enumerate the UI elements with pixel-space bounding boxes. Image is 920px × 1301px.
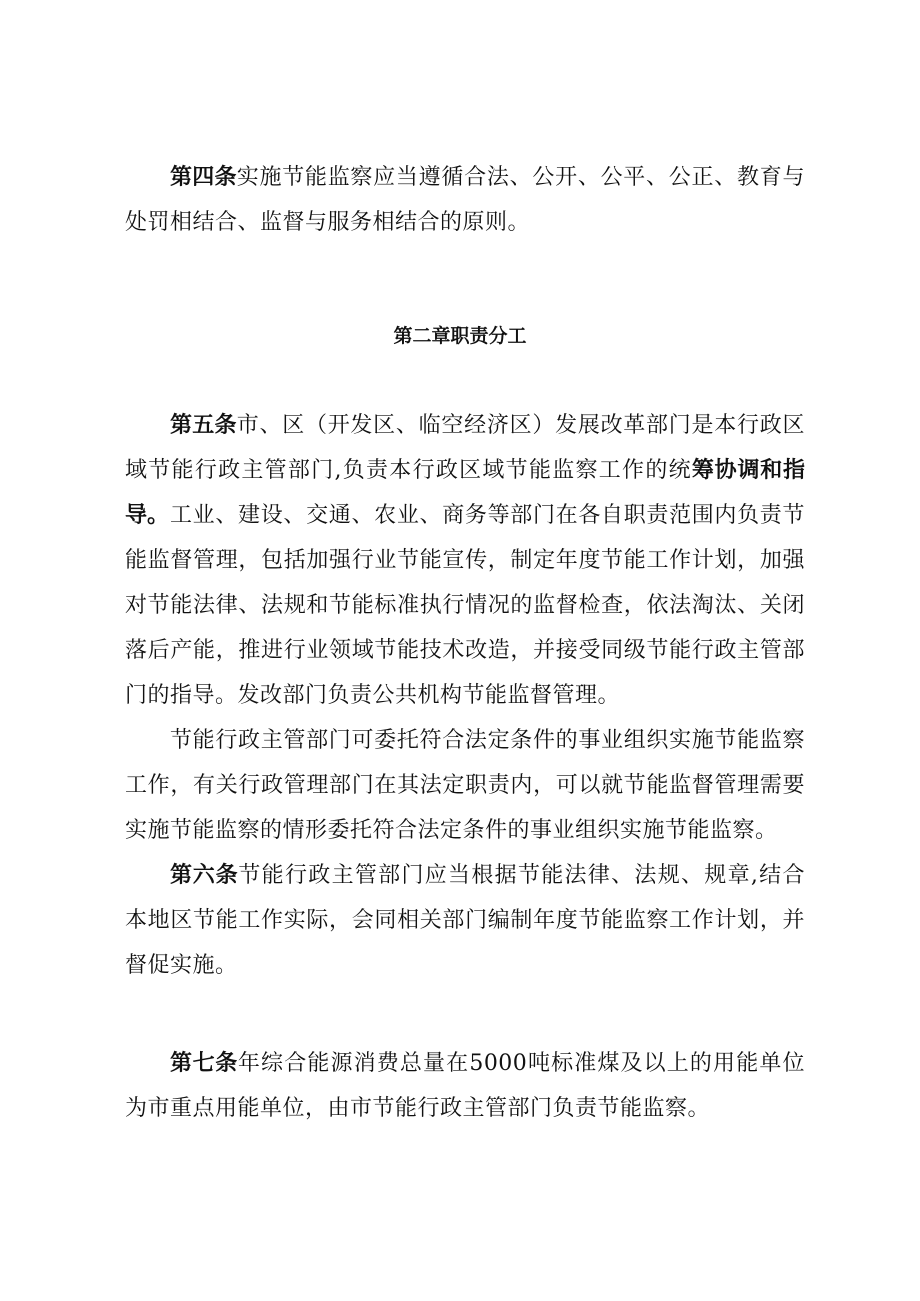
article-6-label: 第六条 <box>170 863 239 888</box>
article-4-text: 实施节能监察应当遵循合法、公开、公平、公正、教育与处罚相结合、监督与服务相结合的原则。 <box>125 165 805 235</box>
article-5-text-tail: 筹协调和指导。 <box>125 458 805 528</box>
article-4-label: 第四条 <box>170 165 237 190</box>
article-7-text: 年综合能源消费总量在5000吨标准煤及以上的用能单位为市重点用能单位，由市节能行政主管部门负责节能监察。 <box>125 1051 805 1121</box>
article-5-text: 市、区（开发区、临空经济区）发展改革部门是本行政区域节能行政主管部门,负责本行政区域节能监察工作的统 <box>125 413 805 483</box>
article-6-paragraph <box>125 853 805 988</box>
article-7-label: 第七条 <box>170 1051 238 1076</box>
article-5-paragraph-3: 节能行政主管部门可委托符合法定条件的事业组织实施节能监察工作，有关行政管理部门在其法定职责内，可以就节能监督管理需要实施节能监察的情形委托符合法定条件的事业组织实施节能监察。 <box>125 728 805 843</box>
article-6-text: 节能行政主管部门应当根据节能法律、法规、规章,结合本地区节能工作实际，会同相关部门编制年度节能监察工作计划，并督促实施。 <box>125 863 805 978</box>
article-5-label: 第五条 <box>170 413 237 438</box>
chapter-2-title: 第二章职责分工 <box>393 325 527 347</box>
article-5-paragraph-2: 工业、建设、交通、农业、商务等部门在各自职责范围内负责节能监督管理，包括加强行业节能宣传，制定年度节能工作计划，加强对节能法律、法规和节能标准执行情况的监督检查，依法淘汰、关闭落后产能，推进行业领域节能技术改造，并接受同级节能行政主管部门的指导。发改部门负责公共机构节能监督管理。 <box>125 503 805 708</box>
article-7-paragraph <box>125 1041 805 1131</box>
article-4-paragraph <box>125 155 805 245</box>
